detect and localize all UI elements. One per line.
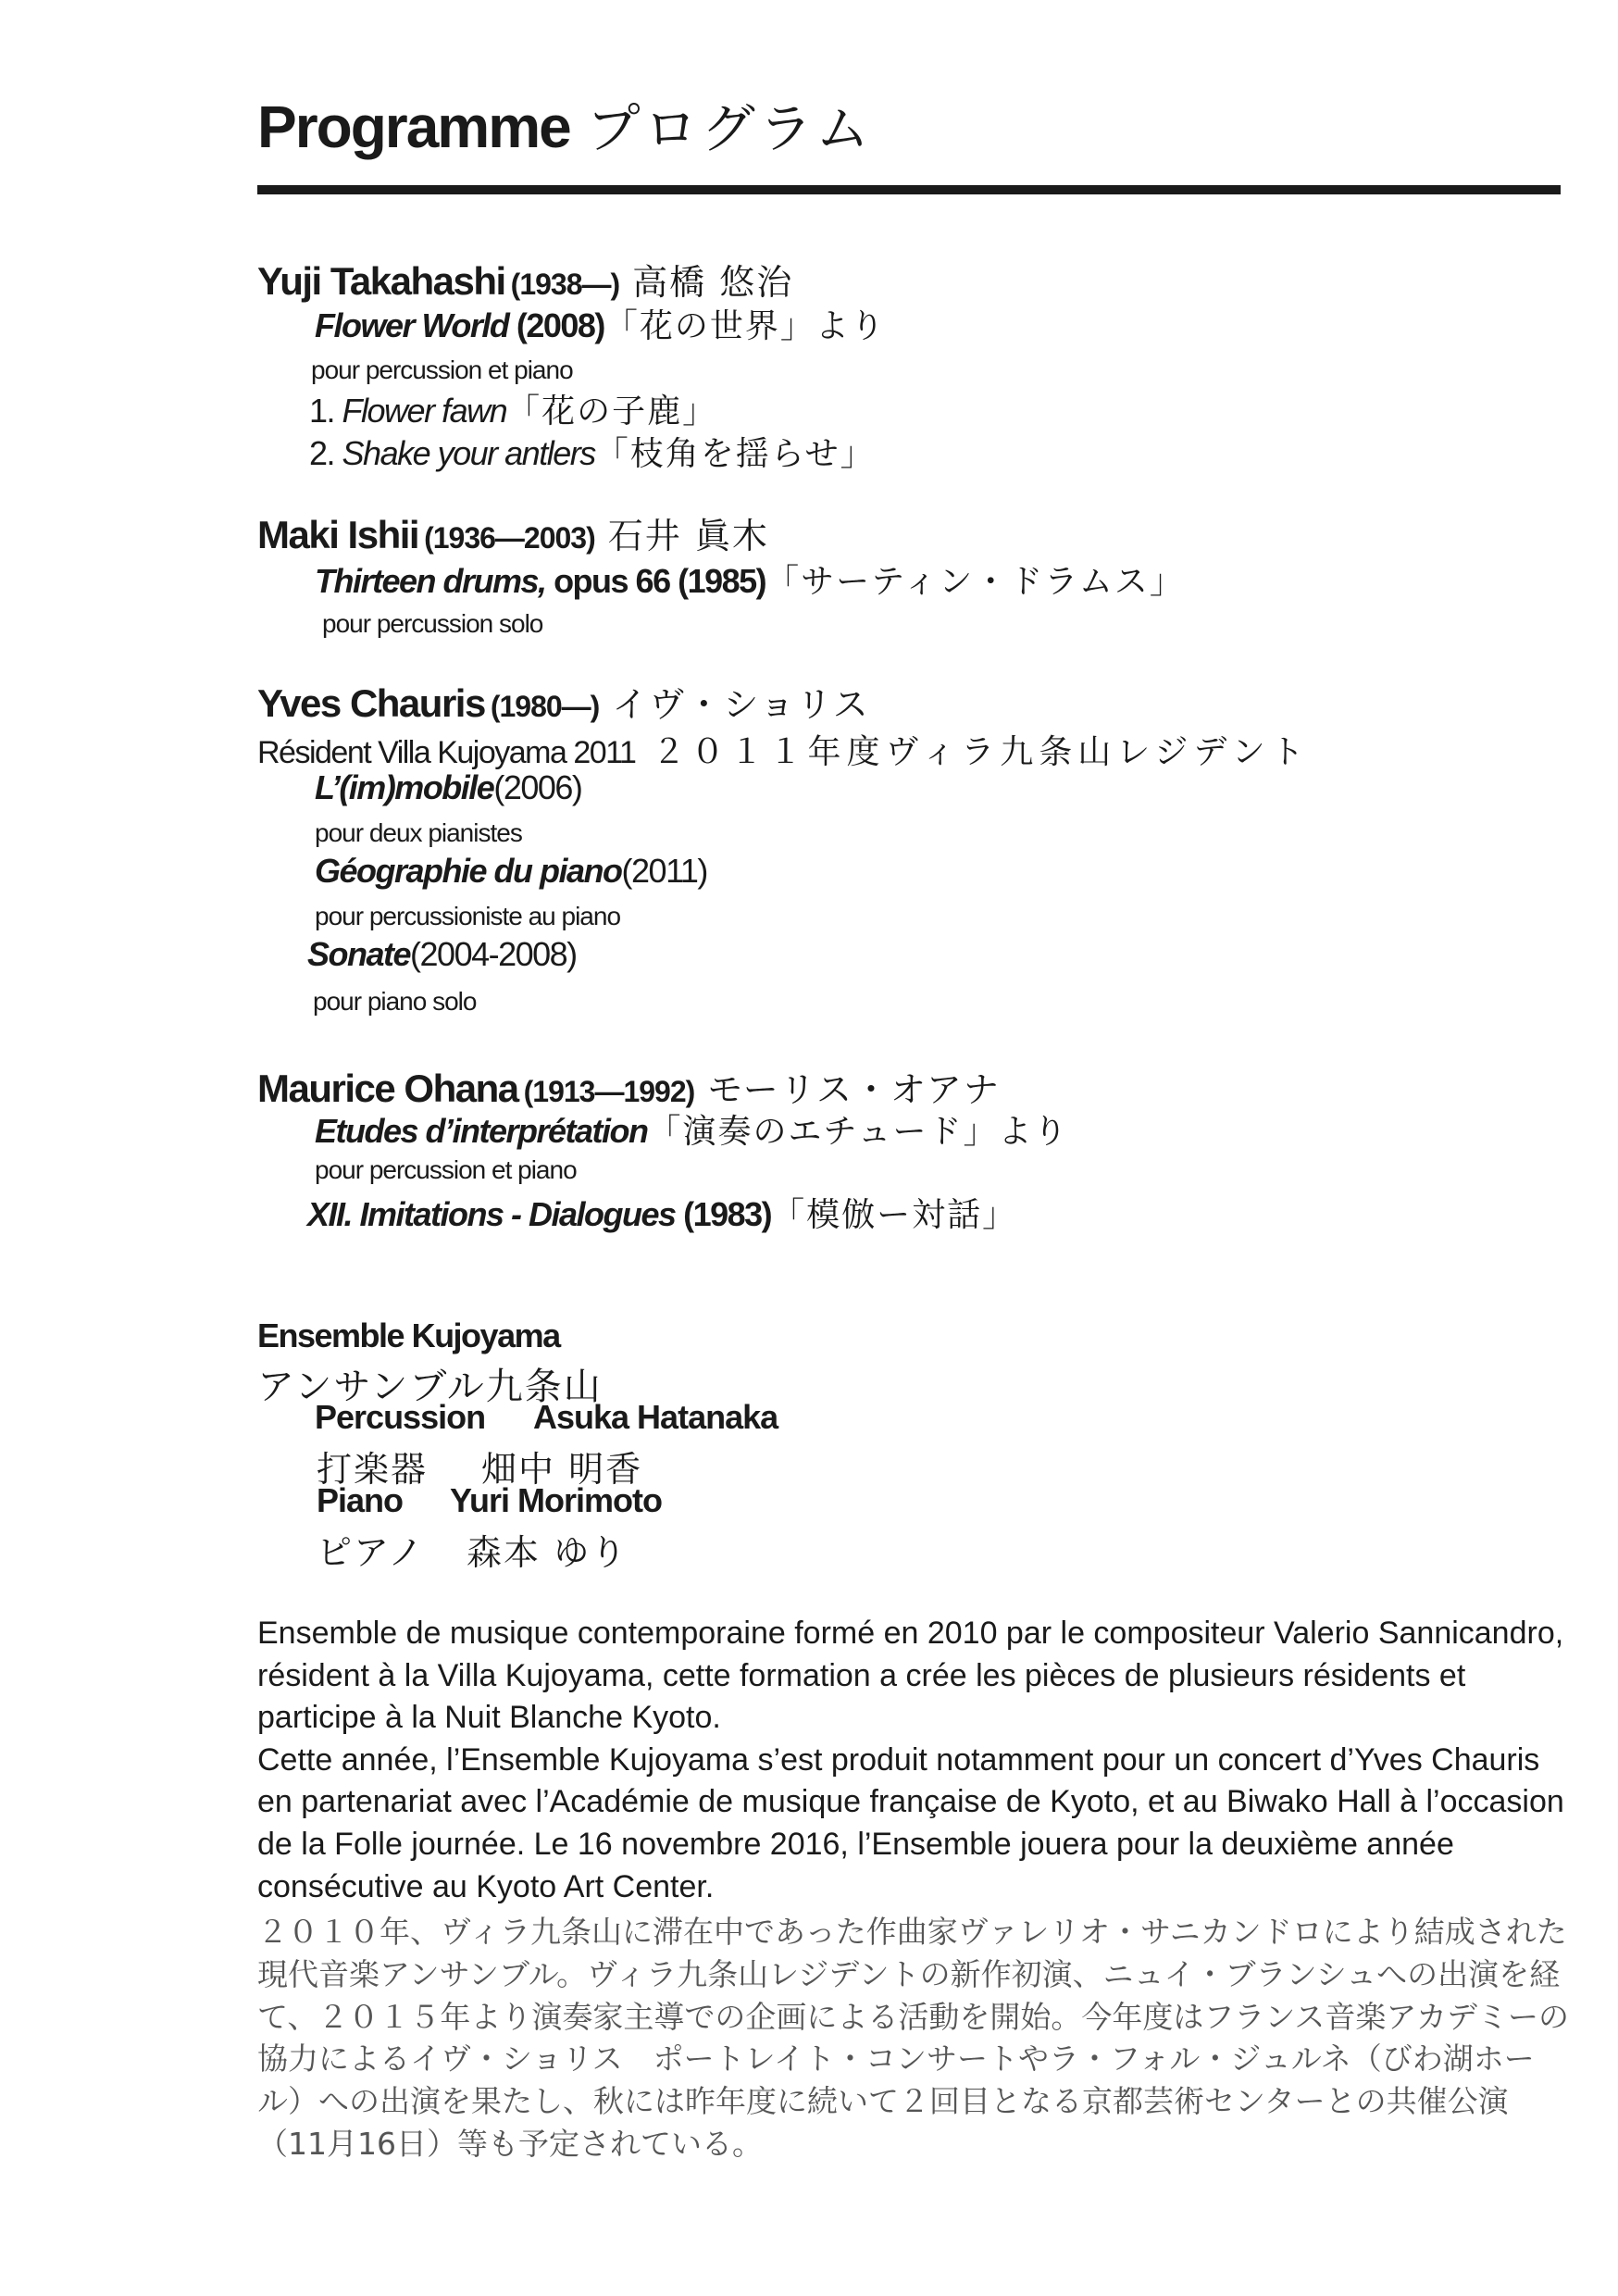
composer-name-jp: モーリス・オアナ [707,1069,1001,1110]
composer-name-jp: 高橋 悠治 [632,262,794,303]
bio-fr-2: Cette année, l’Ensemble Kujoyama s’est produit notamment pour un concert d’Yves Chauris en partenariat avec l’Académie de musique française de Kyoto, et au Biwako Hall à l’occasion de la Folle journée. Le 16 novembre 2016, l’Ensemble jouera pour la deuxième année consécutive au Kyoto Art Center. [257,1741,1564,1904]
work-name: Thirteen drums, [315,562,546,600]
residence: Résident Villa Kujoyama 2011 [257,735,636,770]
performer-name-jp: 森本 ゆり [467,1532,629,1573]
ensemble-name: Ensemble Kujoyama [257,1316,560,1354]
performer-name: Yuri Morimoto [450,1481,662,1519]
composer-dates: (1936—2003) [424,521,595,555]
movement [309,385,717,432]
work-name-jp: 「演奏のエチュード」より [647,1113,1069,1151]
title-rule [257,185,1561,194]
work-name-jp: 「サーティン・ドラムス」 [765,563,1185,601]
work-name: Etudes d’interprétation [315,1112,648,1150]
title-text: Programme [257,94,570,160]
instrumentation: pour percussioniste au piano [315,902,621,930]
instrumentation: pour piano solo [313,987,477,1016]
work-name: Flower World [315,306,509,344]
residence-jp: ２０１１年度ヴィラ九条山レジデント [652,733,1310,771]
performer-role-jp: ピアノ [317,1532,425,1573]
work-title [307,935,577,974]
title-jp: プログラム [586,97,874,160]
residence-line [257,726,1310,773]
composer-heading [257,676,870,727]
composer-name: Maurice Ohana [257,1067,518,1110]
movement-number: 1. [309,392,335,430]
performer-role: Piano [317,1481,404,1519]
composer-dates: (1938—) [510,268,620,301]
composer-name-jp: 石井 眞木 [607,516,769,556]
performer-name: Asuka Hatanaka [533,1398,778,1436]
performer-role-jp: 打楽器 [317,1449,429,1490]
composer-heading [257,1061,1001,1112]
work-opus: opus 66 (1985) [554,562,766,600]
work-title [315,768,581,807]
movement-title: Flower fawn [342,392,507,430]
composer-heading [257,254,793,305]
work-title [307,1189,1017,1236]
work-year: (2006) [493,768,582,806]
work-name: Géographie du piano [315,852,622,890]
instrumentation: pour percussion et piano [315,1155,577,1184]
work-title [315,852,707,891]
ensemble-bio-fr [257,1613,1572,1908]
work-year: (1983) [683,1195,772,1233]
instrumentation: pour percussion solo [322,609,543,638]
work-name-jp: 「模倣ー対話」 [771,1196,1018,1234]
movement-title-jp: 「枝角を揺らせ」 [594,435,876,473]
work-year: (2004-2008) [410,935,577,973]
composer-name: Yves Chauris [257,681,485,725]
ensemble-name-jp: アンサンブル九条山 [257,1366,603,1408]
work-name: L’(im)mobile [315,768,494,806]
composer-heading [257,507,769,558]
composer-name-jp: イヴ・ショリス [612,684,870,725]
work-title [315,300,886,347]
ensemble-bio-jp: ２０１０年、ヴィラ九条山に滞在中であった作曲家ヴァレリオ・サニカンドロにより結成された現代音楽アンサンブル。ヴィラ九条山レジデントの新作初演、ニュイ・ブランシュへの出演を経て、２０１５年より演奏家主導での企画による活動を開始。今年度はフランス音楽アカデミーの協力によるイヴ・ショリス ポートレイト・コンサートやラ・フォル・ジュルネ（びわ湖ホール）への出演を果たし、秋には昨年度に続いて２回目となる京都芸術センターとの共催公演（11月16日）等も予定されている。 [257,1914,1570,2162]
movement-title: Shake your antlers [342,434,595,472]
composer-name: Yuji Takahashi [257,259,505,303]
movement [309,428,876,475]
instrumentation: pour percussion et piano [311,356,573,384]
work-name: XII. Imitations - Dialogues [307,1195,676,1233]
work-name-jp: 「花の世界」より [604,307,886,345]
performer-name-jp: 畑中 明香 [481,1449,643,1490]
work-title [315,1105,1068,1153]
bio-fr-1: Ensemble de musique contemporaine formé en 2010 par le compositeur Valerio Sannicandro, résident à la Villa Kujoyama, cette formation a crée les pièces de plusieurs résidents et participe à la Nuit Blanche Kyoto. [257,1616,1564,1736]
movement-title-jp: 「花の子鹿」 [506,393,718,430]
work-title [315,555,1185,603]
movement-number: 2. [309,434,335,472]
page-title [257,85,873,163]
work-name: Sonate [307,935,411,973]
composer-dates: (1980—) [490,690,600,723]
composer-dates: (1913—1992) [523,1075,695,1108]
instrumentation: pour deux pianistes [315,818,522,847]
work-year: (2008) [516,306,604,344]
work-year: (2011) [621,852,707,890]
performer-role: Percussion [315,1398,486,1436]
composer-name: Maki Ishii [257,513,419,556]
